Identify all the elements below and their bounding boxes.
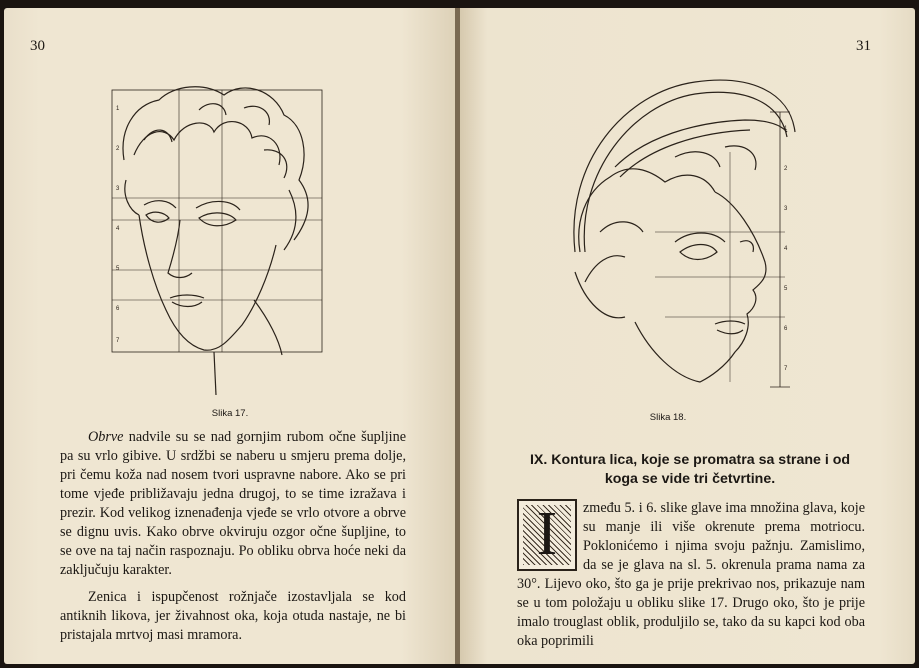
right-body-text xyxy=(517,499,865,659)
paragraph-text: Zenica i ispupčenost rožnjače izostavljala se kod antiknih likova, jer živahnost oka, koja otuda nastaje, ne bi pristajala mrtvoj masi mramora. xyxy=(60,589,406,643)
scale-label: 2 xyxy=(784,166,788,172)
scale-label: 6 xyxy=(784,326,788,332)
scale-label: 5 xyxy=(784,286,788,292)
scale-label: 4 xyxy=(784,246,788,252)
chapter-heading: IX. Kontura lica, koje se promatra sa strane i od koga se vide tri četvrtine. xyxy=(529,452,851,487)
dropcap-letter: I xyxy=(536,500,558,568)
figure-caption-18: Slika 18. xyxy=(649,412,687,423)
svg-text:2: 2 xyxy=(116,146,120,152)
emphasis-word: Obrve xyxy=(88,429,124,445)
paragraph-three-quarter xyxy=(517,499,865,651)
left-body-text xyxy=(60,428,406,653)
svg-text:3: 3 xyxy=(116,186,120,192)
scale-label: 1 xyxy=(784,126,788,132)
svg-text:6: 6 xyxy=(116,306,120,312)
scale-label: 3 xyxy=(784,206,788,212)
svg-text:7: 7 xyxy=(116,338,120,344)
paragraph-pupil xyxy=(60,588,406,645)
svg-text:1: 1 xyxy=(116,106,120,112)
svg-text:5: 5 xyxy=(116,266,120,272)
svg-text:4: 4 xyxy=(116,226,120,232)
figure-caption-17: Slika 17. xyxy=(211,408,249,419)
scale-label: 7 xyxy=(784,366,788,372)
paragraph-eyebrows xyxy=(60,428,406,580)
left-page xyxy=(4,8,455,664)
page-number-left: 30 xyxy=(30,38,45,54)
paragraph-text: nadvile su se nad gornjim rubom očne šupljine pa su vrlo gibive. U srdžbi se naberu u smjeru prema dolje, pri čemu koža nad nosem tvori uspravne nabore. Ako se pri tome vjeđe približavaju jedna drugoj, to se time izražava i prezir. Kod velikog iznenađenja vjeđe se vrlo otvore a obrve se dignu uvis. Kako obrve okviruju ozgor očne šupljine, to se ove na taj način raspoznaju. Po obliku obrva hoće neki da zaključuju karakter. xyxy=(60,429,406,578)
page-number-right: 31 xyxy=(856,38,871,54)
paragraph-text: zmeđu 5. i 6. slike glave ima množina glava, koje su manje ili više okrenute prema motriocu. Poklonićemo i njima svoju pažnju. Zamislimo, da se je glava na sl. 5. okrenula prama nama za 30°. Lijevo oko, što ga je prije prekrivao nos, prikazuje nam se u tom položaju u obliku slike 17. Drugo oko, što je prije imalo trouglast oblik, produljilo se, tako da su kapci kod oba oka poprimili xyxy=(517,500,865,649)
figure-18-head-drawing xyxy=(555,52,835,402)
figure-17-head-drawing xyxy=(104,70,364,405)
dropcap-spacer xyxy=(517,499,583,575)
right-page xyxy=(460,8,915,664)
